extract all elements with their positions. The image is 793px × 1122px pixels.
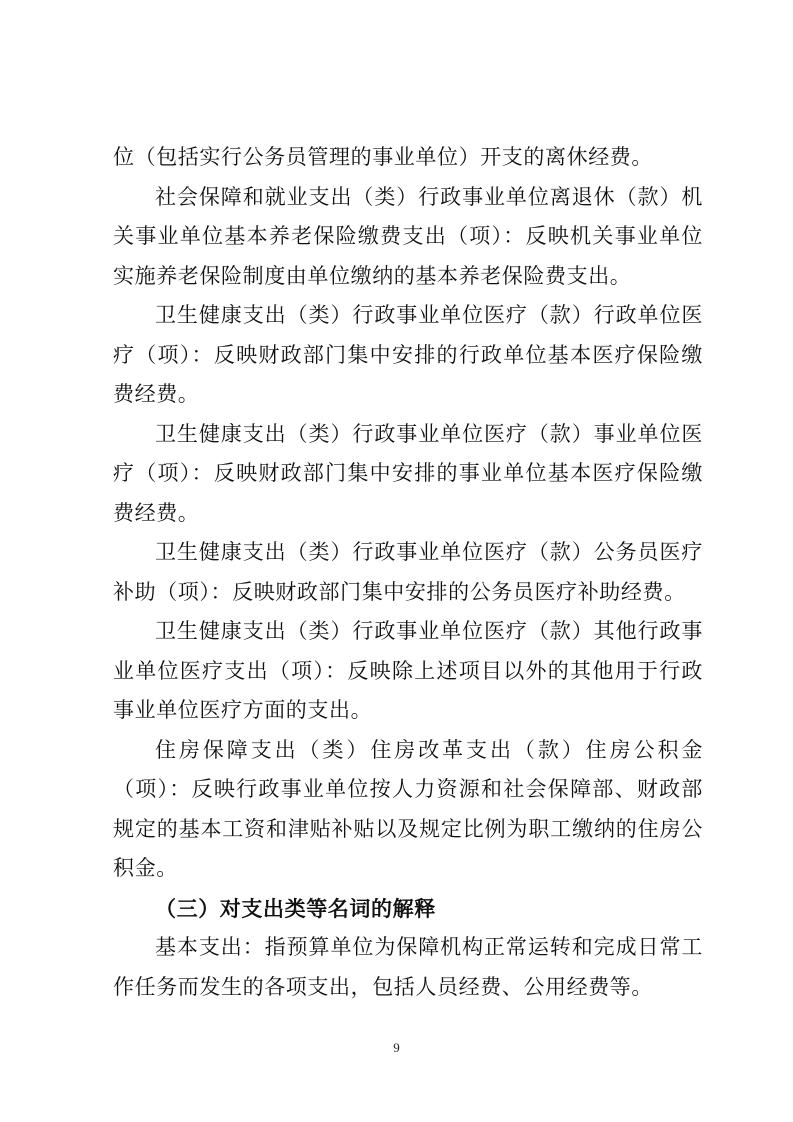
paragraph-continuation: 位（包括实行公务员管理的事业单位）开支的离休经费。 [113, 145, 653, 169]
paragraph-other-medical: 卫生健康支出（类）行政事业单位医疗（款）其他行政事业单位医疗支出（项）：反映除上述项目以外的其他用于行政事业单位医疗方面的支出。 [113, 619, 703, 722]
paragraph-basic-expenditure: 基本支出：指预算单位为保障机构正常运转和完成日常工作任务而发生的各项支出，包括人员经费、公用经费等。 [113, 935, 703, 999]
paragraph-civil-servant-medical: 卫生健康支出（类）行政事业单位医疗（款）公务员医疗补助（项）：反映财政部门集中安排的公务员医疗补助经费。 [113, 540, 703, 604]
paragraph-pension-insurance: 社会保障和就业支出（类）行政事业单位离退休（款）机关事业单位基本养老保险缴费支出（项）：反映机关事业单位实施养老保险制度由单位缴纳的基本养老保险费支出。 [113, 184, 703, 288]
paragraph-public-inst-medical: 卫生健康支出（类）行政事业单位医疗（款）事业单位医疗（项）：反映财政部门集中安排的事业单位基本医疗保险缴费经费。 [113, 421, 703, 525]
paragraph-admin-medical: 卫生健康支出（类）行政事业单位医疗（款）行政单位医疗（项）：反映财政部门集中安排的行政单位基本医疗保险缴费经费。 [113, 303, 703, 406]
section-heading: （三）对支出类等名词的解释 [155, 895, 436, 921]
page-number: 9 [393, 1040, 400, 1055]
document-body [113, 138, 703, 1007]
paragraph-housing-fund: 住房保障支出（类）住房改革支出（款）住房公积金（项）：反映行政事业单位按人力资源和社会保障部、财政部规定的基本工资和津贴补贴以及规定比例为职工缴纳的住房公积金。 [113, 737, 703, 880]
